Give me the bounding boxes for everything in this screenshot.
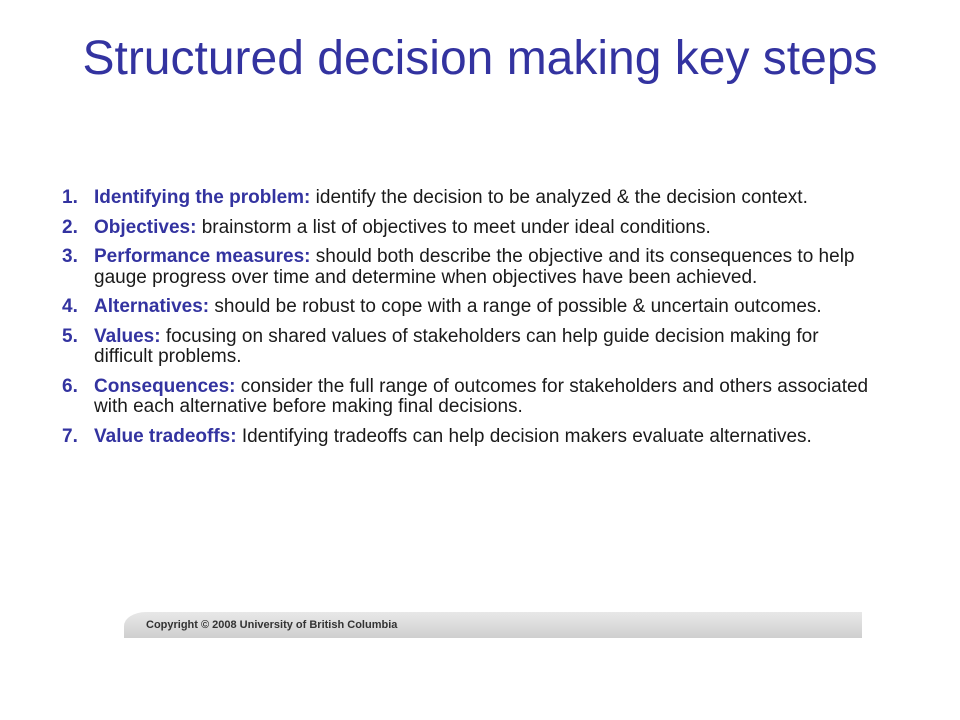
step-description: brainstorm a list of objectives to meet under ideal conditions. xyxy=(196,216,711,238)
step-number: 1. xyxy=(62,187,78,208)
step-term: Performance measures: xyxy=(94,246,311,267)
step-number: 7. xyxy=(62,425,78,447)
step-description: should both describe the objective and its consequences to help gauge progress over time and determine when objectives have been achieved. xyxy=(94,246,855,288)
slide-title: Structured decision making key steps xyxy=(82,32,878,85)
step-term: Objectives: xyxy=(94,216,197,238)
step-term: Values: xyxy=(94,325,161,347)
step-number: 5. xyxy=(62,325,78,347)
copyright-footer-bar xyxy=(124,612,862,638)
step-number: 6. xyxy=(62,375,78,397)
step-item-6 xyxy=(62,377,882,418)
step-term: Consequences: xyxy=(94,375,236,397)
step-description: focusing on shared values of stakeholders can help guide decision making for difficult problems. xyxy=(94,325,819,367)
step-item-7 xyxy=(62,427,882,448)
step-item-1 xyxy=(62,188,882,209)
step-description: Identifying tradeoffs can help decision makers evaluate alternatives. xyxy=(236,425,812,447)
step-term: Alternatives: xyxy=(94,296,210,317)
step-description: should be robust to cope with a range of possible & uncertain outcomes. xyxy=(209,296,822,317)
step-item-5 xyxy=(62,327,882,368)
step-description: consider the full range of outcomes for stakeholders and others associated with each alternative before making final decisions. xyxy=(94,375,869,417)
step-number: 2. xyxy=(62,216,78,238)
step-number: 4. xyxy=(62,296,78,317)
step-number: 3. xyxy=(62,246,78,267)
copyright-text: Copyright © 2008 University of British Columbia xyxy=(146,619,398,631)
step-term: Value tradeoffs: xyxy=(94,425,237,447)
step-item-4 xyxy=(62,297,882,318)
step-description: identify the decision to be analyzed & the decision context. xyxy=(310,187,808,208)
steps-list xyxy=(62,188,882,456)
step-item-2 xyxy=(62,218,882,239)
step-term: Identifying the problem: xyxy=(94,187,311,208)
step-item-3 xyxy=(62,247,882,288)
